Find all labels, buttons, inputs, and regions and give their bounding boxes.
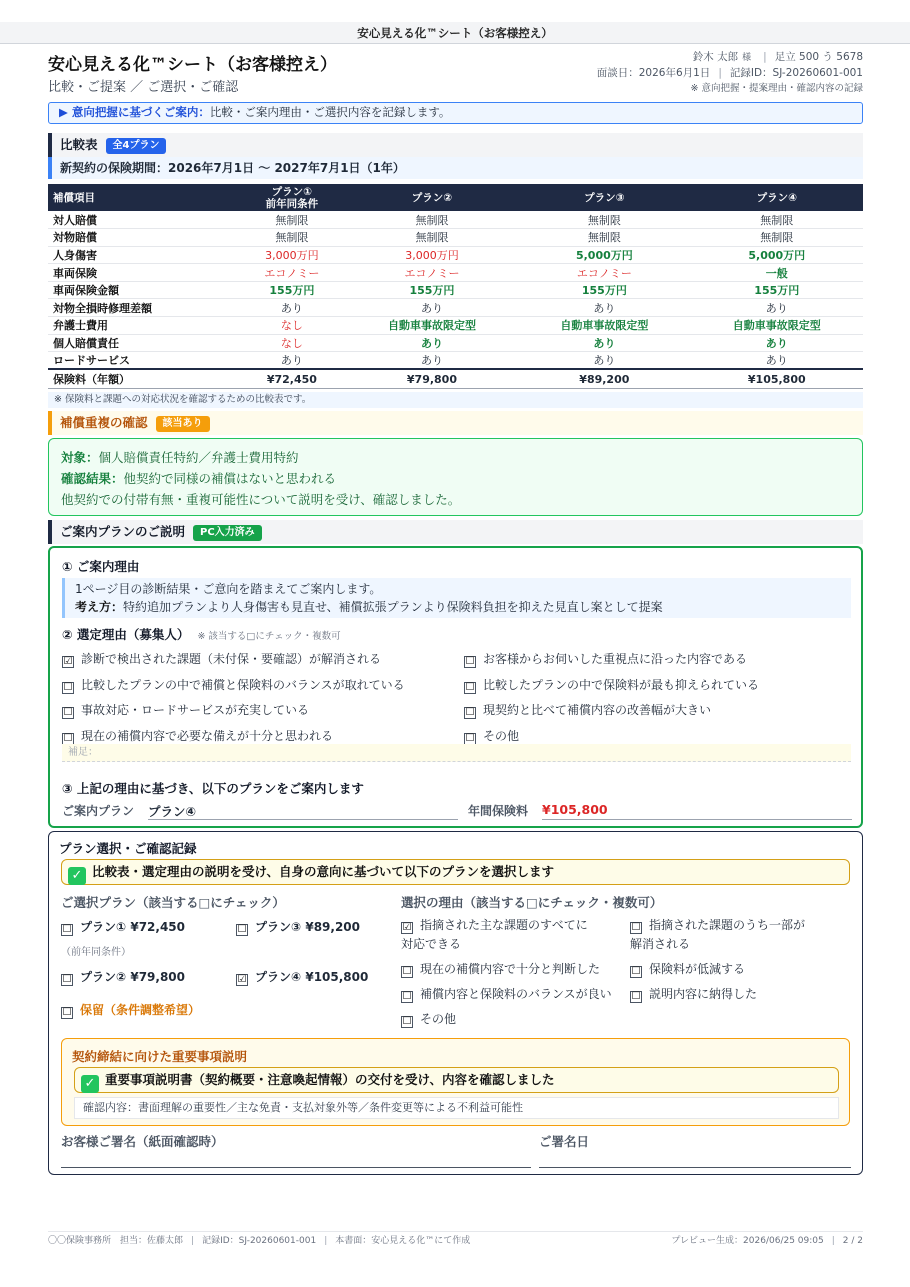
table-cell: 自動車事故限定型 <box>518 317 690 335</box>
option-label: お客様からお伺いした重視点に沿った内容である <box>483 652 748 666</box>
option-label: 現在の補償内容で必要な備えが十分と思われる <box>81 728 334 743</box>
choice-reason-option[interactable] <box>401 985 612 1003</box>
table-cell: 3,000万円 <box>238 246 346 264</box>
option-label: 事故対応・ロードサービスが充実している <box>81 703 310 717</box>
option-label: 比較したプランの中で補償と保険料のバランスが取れている <box>81 677 405 692</box>
signature-label: お客様ご署名（紙面確認時） <box>61 1134 224 1149</box>
table-cell: エコノミー <box>518 264 690 282</box>
plan-choice[interactable] <box>61 968 185 986</box>
annual-premium-value: ¥105,800 <box>542 802 852 820</box>
checkbox-icon: ☐ <box>465 656 475 667</box>
table-row <box>48 299 863 317</box>
option-label: 診断で検出された課題（未付保・要確認）が解消される <box>81 652 382 666</box>
table-row <box>48 211 863 229</box>
table-cell: あり <box>238 299 346 317</box>
table-cell: 無制限 <box>518 229 690 247</box>
footer-generated: プレビュー生成：2026/06/25 09:05 <box>671 1236 824 1246</box>
checkbox-icon: ☐ <box>402 991 412 1002</box>
table-cell: 無制限 <box>691 211 863 229</box>
guidance-bar <box>48 102 863 124</box>
recommended-plan-value: プラン④ <box>148 802 458 820</box>
comparison-table <box>48 184 863 389</box>
choice-reason-header: 選択の理由（該当する□にチェック・複数可） <box>401 895 663 910</box>
chosen-plan-header: ご選択プラン（該当する□にチェック） <box>61 895 285 910</box>
selection-reason-option[interactable] <box>62 727 333 745</box>
recommended-plan-label: ご案内プラン <box>62 804 135 818</box>
important-content: 確認内容：書面理解の重要性／主な免責・支払対象外等／条件変更等による不利益可能性 <box>74 1097 839 1119</box>
duplicate-box <box>48 438 863 516</box>
reason-line-1: 1ページ目の診断結果・ご意向を踏まえてご案内します。 <box>75 582 382 596</box>
comparison-title: 比較表 <box>60 137 98 152</box>
premium-row <box>48 369 863 388</box>
table-cell: あり <box>346 352 518 370</box>
premium-value: ¥79,800 <box>346 369 518 388</box>
table-row <box>48 246 863 264</box>
choice-reason-option[interactable] <box>630 916 805 934</box>
choice-reason-label: 指摘された主な課題のすべてに <box>420 918 588 932</box>
sheet-top-title: 安心見える化™シート（お客様控え） <box>0 22 910 44</box>
table-cell: 自動車事故限定型 <box>691 317 863 335</box>
table-cell: エコノミー <box>346 264 518 282</box>
dup-note: 他契約での付帯有無・重複可能性について説明を受け、確認しました。 <box>61 492 461 507</box>
checkbox-icon: ☐ <box>465 707 475 718</box>
coverage-label: 人身傷害 <box>48 246 238 264</box>
checkbox-icon: ☐ <box>402 966 412 977</box>
choice-reason-option[interactable] <box>401 960 600 978</box>
plan-count-badge: 全4プラン <box>106 138 167 154</box>
reason-approach-label: 考え方： <box>75 600 124 614</box>
plan-explain-box <box>48 546 863 828</box>
selection-confirm-text: 比較表・選定理由の説明を受け、自身の意向に基づいて以下のプランを選択します <box>92 864 555 879</box>
coverage-label: 対物賠償 <box>48 229 238 247</box>
checkbox-icon: ☐ <box>402 1016 412 1027</box>
choice-reason-option[interactable] <box>630 960 745 978</box>
plan-choice-note: （前年同条件） <box>61 947 131 958</box>
important-confirm[interactable] <box>74 1067 839 1093</box>
selection-reason-option[interactable] <box>62 650 381 668</box>
choice-reason-option[interactable] <box>630 985 757 1003</box>
page-subtitle: 比較・ご提案 ／ ご選択・ご確認 <box>48 80 239 95</box>
pc-input-badge: PC入力済み <box>193 525 262 541</box>
selection-title: プラン選択・ご確認記録 <box>59 841 197 856</box>
table-cell: あり <box>691 334 863 352</box>
duplicate-section-header <box>48 411 863 435</box>
supplement-field[interactable]: 補足： <box>62 744 851 762</box>
selection-reason-hint: ※ 該当する□にチェック・複数可 <box>197 631 341 642</box>
checkbox-icon: ☐ <box>63 681 73 693</box>
plan-choice[interactable] <box>236 968 368 986</box>
option-label: 現契約と比べて補償内容の改善幅が大きい <box>483 703 712 717</box>
table-cell: あり <box>518 299 690 317</box>
option-label: その他 <box>483 728 520 743</box>
signature-line[interactable] <box>61 1167 531 1168</box>
premium-value: ¥105,800 <box>691 369 863 388</box>
vehicle-plate: 足立 500 う 5678 <box>774 51 863 63</box>
table-cell: エコノミー <box>238 264 346 282</box>
selection-reason-option[interactable] <box>464 727 519 745</box>
coverage-label: 対物全損時修理差額 <box>48 299 238 317</box>
header-plan-1: プラン① 前年同条件 <box>238 184 346 211</box>
table-cell: あり <box>346 299 518 317</box>
header-plan-4: プラン④ <box>691 184 863 211</box>
check-icon: ✓ <box>68 867 86 885</box>
plan-choice[interactable] <box>236 918 360 936</box>
duplicate-badge: 該当あり <box>156 416 210 432</box>
table-note: ※ 保険料と課題への対応状況を確認するための比較表です。 <box>48 392 863 408</box>
footer-created-by: 本書面：安心見える化™にて作成 <box>335 1236 471 1246</box>
table-header-row <box>48 184 863 211</box>
choice-reason-option[interactable] <box>401 916 588 934</box>
header-coverage: 補償項目 <box>48 184 238 211</box>
table-row <box>48 334 863 352</box>
selection-reason-option[interactable] <box>62 676 405 694</box>
customer-name: 鈴木 太郎 <box>692 51 739 63</box>
table-cell: 一般 <box>691 264 863 282</box>
coverage-label: 車両保険 <box>48 264 238 282</box>
reason-approach: 特約追加プランより人身傷害も見直せ、補償拡張プランより保険料負担を抑えた見直し案として提案 <box>123 600 663 614</box>
coverage-label: 弁護士費用 <box>48 317 238 335</box>
checkbox-icon: ☐ <box>63 732 73 744</box>
table-cell: 無制限 <box>346 229 518 247</box>
checkbox-icon: ☐ <box>631 966 641 977</box>
table-cell: あり <box>518 334 690 352</box>
hold-label: 保留（条件調整希望） <box>80 1003 201 1017</box>
table-cell: 無制限 <box>518 211 690 229</box>
table-cell: 無制限 <box>346 211 518 229</box>
dup-result: 他契約で同様の補償はないと思われる <box>123 471 337 486</box>
page-title: 安心見える化™シート（お客様控え） <box>48 55 337 75</box>
coverage-label: 対人賠償 <box>48 211 238 229</box>
header-plan-2: プラン② <box>346 184 518 211</box>
important-confirm-text: 重要事項説明書（契約概要・注意喚起情報）の交付を受け、内容を確認しました <box>105 1072 555 1087</box>
table-cell: なし <box>238 317 346 335</box>
header-meta: 鈴木 太郎 様 | 足立 500 う 5678 面談日：2026年6月1日 | 記録ID：SJ-20260601-001 ※ 意向把握・提案理由・確認内容の記録 <box>596 51 863 94</box>
selection-reason-option[interactable] <box>62 701 309 719</box>
table-cell: あり <box>346 334 518 352</box>
table-cell: あり <box>518 352 690 370</box>
dup-target: 個人賠償責任特約／弁護士費用特約 <box>98 450 299 465</box>
plan-explain-title: ご案内プランのご説明 <box>60 524 186 539</box>
header-note: ※ 意向把握・提案理由・確認内容の記録 <box>690 83 863 94</box>
page-footer: 〇〇保険事務所 担当：佐藤太郎 | 記録ID：SJ-20260601-001 | 本書面：安心見える化™にて作成 プレビュー生成：2026/06/25 09:05 | 2 / 2 <box>48 1231 863 1251</box>
dup-result-label: 確認結果： <box>61 471 124 486</box>
checkbox-icon: ☐ <box>62 1007 72 1018</box>
signature-date-line[interactable] <box>539 1167 851 1168</box>
selection-box <box>48 831 863 1175</box>
selection-reason-title: ② 選定理由（募集人） <box>62 627 190 642</box>
premium-label: 保険料（年額） <box>48 369 238 388</box>
table-cell: あり <box>238 352 346 370</box>
checkbox-icon: ☐ <box>465 732 475 744</box>
checkbox-icon: ☑ <box>402 922 412 933</box>
table-row <box>48 281 863 299</box>
guidance-text: 比較・ご案内理由・ご選択内容を記録します。 <box>209 105 451 119</box>
important-matters-box <box>61 1038 850 1126</box>
choice-reason-label: その他 <box>420 1012 457 1026</box>
checkbox-icon: ☑ <box>237 974 247 985</box>
table-cell: なし <box>238 334 346 352</box>
checkbox-icon: ☑ <box>63 656 73 667</box>
duplicate-title: 補償重複の確認 <box>60 415 148 430</box>
table-row <box>48 317 863 335</box>
plan-explain-section-header <box>48 520 863 544</box>
recommend-subtitle: ③ 上記の理由に基づき、以下のプランをご案内します <box>62 781 364 796</box>
checkbox-icon: ☐ <box>62 974 72 985</box>
option-label: 比較したプランの中で保険料が最も抑えられている <box>483 677 760 692</box>
checkbox-icon: ☐ <box>62 924 72 935</box>
choice-reason-label: 説明内容に納得した <box>649 987 758 1001</box>
checkbox-icon: ☐ <box>63 707 73 718</box>
table-row <box>48 352 863 370</box>
table-cell: 5,000万円 <box>518 246 690 264</box>
selection-reason-option[interactable] <box>464 650 747 668</box>
table-cell: 155万円 <box>691 281 863 299</box>
selection-reason-option[interactable] <box>464 676 759 694</box>
comparison-section-header <box>48 133 863 157</box>
table-cell: 155万円 <box>518 281 690 299</box>
reason-subtitle: ① ご案内理由 <box>62 559 140 574</box>
reason-box <box>62 578 851 618</box>
coverage-label: 車両保険金額 <box>48 281 238 299</box>
annual-premium-label: 年間保険料 <box>468 804 529 818</box>
table-cell: 自動車事故限定型 <box>346 317 518 335</box>
interview-date: 面談日：2026年6月1日 <box>596 67 711 79</box>
choice-reason-option[interactable] <box>401 1010 456 1028</box>
plan-choice-label: プラン① ¥72,450 <box>80 920 185 934</box>
choice-reason-label: 指摘された課題のうち一部が <box>649 918 806 932</box>
footer-office: 〇〇保険事務所 担当：佐藤太郎 <box>48 1236 184 1246</box>
dup-target-label: 対象： <box>61 450 99 465</box>
signature-date-label: ご署名日 <box>539 1134 590 1149</box>
coverage-label: 個人賠償責任 <box>48 334 238 352</box>
plan-choice-label: プラン④ ¥105,800 <box>255 970 369 984</box>
check-icon: ✓ <box>81 1075 99 1093</box>
plan-choice[interactable] <box>61 918 185 936</box>
table-cell: 無制限 <box>238 211 346 229</box>
contract-period: 新契約の保険期間：2026年7月1日 〜 2027年7月1日（1年） <box>48 157 863 179</box>
page-number: 2 / 2 <box>842 1236 863 1246</box>
choice-reason-label-cont: 対応できる <box>401 937 462 951</box>
table-cell: 155万円 <box>346 281 518 299</box>
selection-confirm[interactable] <box>61 859 850 885</box>
hold-option[interactable] <box>61 1001 200 1019</box>
footer-record-id: 記録ID：SJ-20260601-001 <box>202 1236 317 1246</box>
coverage-label: ロードサービス <box>48 352 238 370</box>
table-cell: 無制限 <box>238 229 346 247</box>
header-plan-3: プラン③ <box>518 184 690 211</box>
plan-choice-label: プラン③ ¥89,200 <box>255 920 360 934</box>
selection-reason-subtitle <box>62 625 341 643</box>
plan-choice-label: プラン② ¥79,800 <box>80 970 185 984</box>
table-cell: 155万円 <box>238 281 346 299</box>
checkbox-icon: ☐ <box>465 681 475 693</box>
customer-honorific: 様 <box>742 53 752 63</box>
selection-reason-option[interactable] <box>464 701 711 719</box>
table-cell: 無制限 <box>691 229 863 247</box>
choice-reason-label-cont: 解消される <box>630 937 691 951</box>
table-row <box>48 264 863 282</box>
premium-value: ¥72,450 <box>238 369 346 388</box>
table-row <box>48 229 863 247</box>
checkbox-icon: ☐ <box>237 924 247 935</box>
guidance-lead: ▶ 意向把握に基づくご案内： <box>59 105 210 119</box>
premium-value: ¥89,200 <box>518 369 690 388</box>
important-title: 契約締結に向けた重要事項説明 <box>72 1049 248 1064</box>
choice-reason-label: 保険料が低減する <box>649 962 746 976</box>
record-id: 記録ID：SJ-20260601-001 <box>729 67 863 79</box>
checkbox-icon: ☐ <box>631 922 641 933</box>
table-cell: 3,000万円 <box>346 246 518 264</box>
table-cell: 5,000万円 <box>691 246 863 264</box>
table-cell: あり <box>691 299 863 317</box>
checkbox-icon: ☐ <box>631 991 641 1002</box>
choice-reason-label: 補償内容と保険料のバランスが良い <box>420 987 612 1001</box>
page-header <box>48 50 863 98</box>
choice-reason-label: 現在の補償内容で十分と判断した <box>420 962 601 976</box>
table-cell: あり <box>691 352 863 370</box>
